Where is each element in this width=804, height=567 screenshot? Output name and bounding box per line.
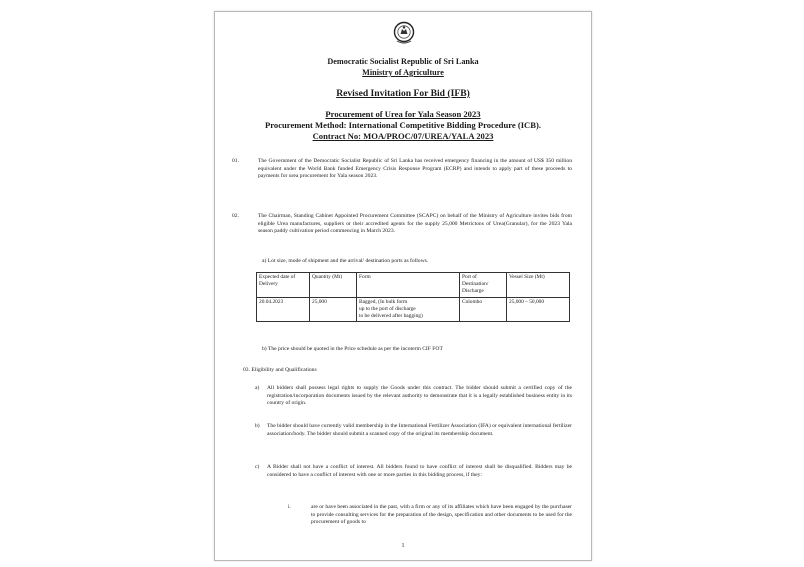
table-header: Quantity (Mt) (310, 273, 357, 298)
section-02-text: The Chairman, Standing Cabinet Appointed Procurement Committee (SCAPC) on behalf of the Ministry of Agriculture invites bids from eligible Urea manufactures, suppliers or their accredited agents for the supply 25,000 Metrictons of Urea(Granular), for the 2023 Yala season paddy cultivation period commencing in March 2023. (258, 213, 572, 234)
section-03-a-text: All bidders shall possess legal rights to supply the Goods under this contract. The bidder should submit a certified copy of the registration/incorporation documents issued by the relevant authority to demonstrate that it is a legally established business entity in its country of origin. (267, 385, 572, 406)
form-line-1: Bagged, (In bulk form (359, 298, 408, 305)
form-line-3: to be delivered after bagging) (359, 313, 423, 320)
section-02-item-a: a) Lot size, mode of shipment and the arrival/ destination ports as follows. (262, 258, 429, 264)
section-03-b-label: b) (255, 423, 260, 429)
table-header: Port of Destination/ Discharge (460, 273, 507, 298)
document-page (214, 11, 592, 561)
procurement-line-1: Procurement of Urea for Yala Season 2023 (325, 109, 481, 119)
section-02-item-b: b) The price should be quoted in the Price schedule as per the incoterm CIF FOT (262, 346, 443, 352)
document-title: Revised Invitation For Bid (IFB) (336, 88, 470, 99)
table-cell: Colombo (460, 297, 507, 322)
table-header: Expected date of Delivery (257, 273, 310, 298)
table-cell: 25,000 (310, 297, 357, 322)
table-cell: 25,000 – 50,000 (507, 297, 570, 322)
ministry-name: Ministry of Agriculture (362, 68, 444, 77)
table-cell (357, 297, 460, 322)
table-header: Form (357, 273, 460, 298)
shipment-table (256, 272, 570, 322)
section-03-heading: 03. Eligibility and Qualifications (243, 367, 317, 373)
section-02-number: 02. (232, 213, 239, 219)
form-line-2: up to the port of discharge (359, 305, 416, 312)
country-name: Democratic Socialist Republic of Sri Lanka (327, 57, 479, 66)
section-03-c-text: A Bidder shall not have a conflict of interest. All bidders found to have conflict of interest shall be disqualified. Bidders may be considered to have a conflict of interest with one or more parties in this bidding process, if they: (267, 464, 572, 478)
section-03-c-label: c) (255, 464, 260, 470)
section-03-ci-label: i. (288, 504, 291, 510)
table-header-row (257, 273, 570, 298)
section-01-number: 01. (232, 158, 239, 164)
section-01-text: The Government of the Democratic Socialist Republic of Sri Lanka has received emergency financing in the amount of US$ 350 million equivalent under the World Bank funded Emergency Crisis Response Program (ECRP) and intends to apply part of these proceeds to payments for urea procurement for Yala season 2023. (258, 158, 572, 179)
sri-lanka-emblem-icon (393, 20, 415, 46)
contract-number: Contract No: MOA/PROC/07/UREA/YALA 2023 (312, 131, 494, 141)
section-03-b-text: The bidder should have currently valid membership in the International Fertilizer Association (IFA) or equivalent international fertilizer association/body. The bidder should submit a scanned copy of the original its membership document. (267, 423, 572, 437)
page-number: 1 (401, 543, 405, 549)
table-cell: 20.04.2023 (257, 297, 310, 322)
table-header: Vessel Size (Mt) (507, 273, 570, 298)
section-03-ci-text: are or have been associated in the past, with a firm or any of its affiliates which have been engaged by the purchaser to provide consulting services for the preparation of the design, specification and other documents to be used for the procurement of goods to (311, 504, 572, 525)
procurement-line-2: Procurement Method: International Competitive Bidding Procedure (ICB). (264, 120, 541, 130)
table-row (257, 297, 570, 322)
section-03-a-label: a) (255, 385, 260, 391)
